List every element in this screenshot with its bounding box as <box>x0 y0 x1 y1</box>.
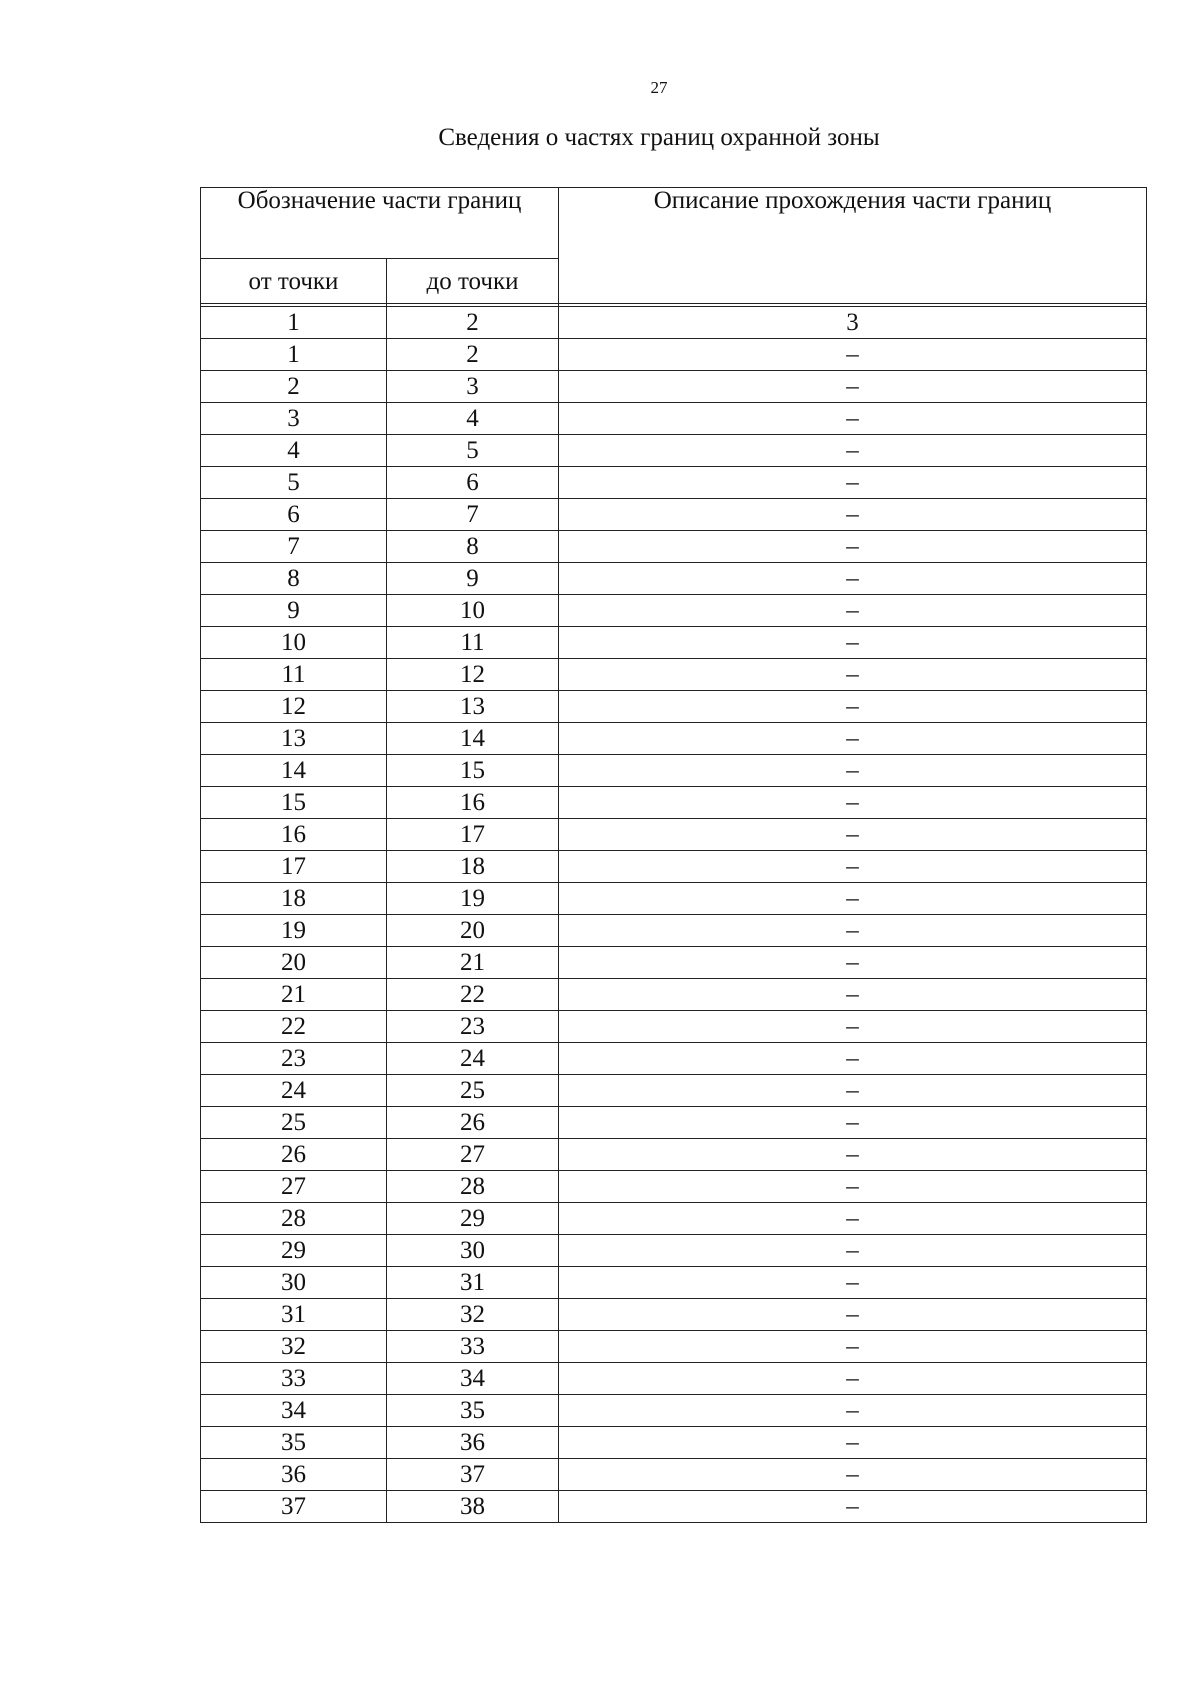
to-point-cell: 15 <box>387 755 559 787</box>
from-point-cell: 20 <box>201 947 387 979</box>
from-point-cell: 9 <box>201 595 387 627</box>
header-description: Описание прохождения части границ <box>559 188 1147 304</box>
to-point-cell: 3 <box>387 371 559 403</box>
table-row <box>201 979 1147 1011</box>
from-point-cell: 19 <box>201 915 387 947</box>
table-row <box>201 1395 1147 1427</box>
from-point-cell: 35 <box>201 1427 387 1459</box>
to-point-cell: 32 <box>387 1299 559 1331</box>
from-point-cell: 27 <box>201 1171 387 1203</box>
document-title: Сведения о частях границ охранной зоны <box>438 124 880 151</box>
description-cell: – <box>559 435 1147 467</box>
table-row <box>201 1235 1147 1267</box>
from-point-cell: 1 <box>201 339 387 371</box>
description-cell: – <box>559 339 1147 371</box>
description-cell: – <box>559 1107 1147 1139</box>
description-cell: – <box>559 1011 1147 1043</box>
description-cell: – <box>559 1235 1147 1267</box>
description-cell: – <box>559 883 1147 915</box>
to-point-cell: 6 <box>387 467 559 499</box>
table-row <box>201 1139 1147 1171</box>
description-cell: – <box>559 787 1147 819</box>
table-row <box>201 1043 1147 1075</box>
to-point-cell: 38 <box>387 1491 559 1523</box>
description-cell: – <box>559 947 1147 979</box>
to-point-cell: 13 <box>387 691 559 723</box>
to-point-cell: 25 <box>387 1075 559 1107</box>
table-row <box>201 723 1147 755</box>
table-row <box>201 1331 1147 1363</box>
table-row <box>201 627 1147 659</box>
from-point-cell: 10 <box>201 627 387 659</box>
from-point-cell: 32 <box>201 1331 387 1363</box>
from-point-cell: 2 <box>201 371 387 403</box>
from-point-cell: 5 <box>201 467 387 499</box>
table-row <box>201 1075 1147 1107</box>
table-row <box>201 883 1147 915</box>
table-row <box>201 947 1147 979</box>
table-row <box>201 659 1147 691</box>
description-cell: – <box>559 1299 1147 1331</box>
from-point-cell: 28 <box>201 1203 387 1235</box>
description-cell: – <box>559 563 1147 595</box>
column-index-2: 2 <box>387 307 559 339</box>
table-row <box>201 1459 1147 1491</box>
description-cell: – <box>559 1171 1147 1203</box>
description-cell: – <box>559 691 1147 723</box>
to-point-cell: 19 <box>387 883 559 915</box>
table-row <box>201 755 1147 787</box>
description-cell: – <box>559 1139 1147 1171</box>
description-cell: – <box>559 1075 1147 1107</box>
column-index-3: 3 <box>559 307 1147 339</box>
table-row <box>201 819 1147 851</box>
description-cell: – <box>559 403 1147 435</box>
from-point-cell: 17 <box>201 851 387 883</box>
header-from-point: от точки <box>201 259 387 304</box>
from-point-cell: 31 <box>201 1299 387 1331</box>
table-row <box>201 1011 1147 1043</box>
description-cell: – <box>559 531 1147 563</box>
description-cell: – <box>559 595 1147 627</box>
boundary-parts-table <box>200 187 1147 1523</box>
table-row <box>201 1107 1147 1139</box>
table-row <box>201 467 1147 499</box>
to-point-cell: 9 <box>387 563 559 595</box>
to-point-cell: 30 <box>387 1235 559 1267</box>
from-point-cell: 26 <box>201 1139 387 1171</box>
description-cell: – <box>559 1363 1147 1395</box>
from-point-cell: 22 <box>201 1011 387 1043</box>
table-row <box>201 1491 1147 1523</box>
description-cell: – <box>559 659 1147 691</box>
table-row <box>201 371 1147 403</box>
description-cell: – <box>559 1267 1147 1299</box>
to-point-cell: 22 <box>387 979 559 1011</box>
to-point-cell: 20 <box>387 915 559 947</box>
description-cell: – <box>559 979 1147 1011</box>
table-header <box>201 188 1147 307</box>
description-cell: – <box>559 1203 1147 1235</box>
from-point-cell: 34 <box>201 1395 387 1427</box>
table-row <box>201 1267 1147 1299</box>
from-point-cell: 8 <box>201 563 387 595</box>
to-point-cell: 31 <box>387 1267 559 1299</box>
from-point-cell: 23 <box>201 1043 387 1075</box>
to-point-cell: 29 <box>387 1203 559 1235</box>
from-point-cell: 29 <box>201 1235 387 1267</box>
from-point-cell: 12 <box>201 691 387 723</box>
description-cell: – <box>559 723 1147 755</box>
from-point-cell: 30 <box>201 1267 387 1299</box>
description-cell: – <box>559 1331 1147 1363</box>
description-cell: – <box>559 851 1147 883</box>
table-row <box>201 691 1147 723</box>
from-point-cell: 14 <box>201 755 387 787</box>
from-point-cell: 24 <box>201 1075 387 1107</box>
to-point-cell: 4 <box>387 403 559 435</box>
table-row <box>201 1299 1147 1331</box>
description-cell: – <box>559 371 1147 403</box>
to-point-cell: 11 <box>387 627 559 659</box>
description-cell: – <box>559 627 1147 659</box>
description-cell: – <box>559 1043 1147 1075</box>
to-point-cell: 33 <box>387 1331 559 1363</box>
table-row <box>201 595 1147 627</box>
from-point-cell: 6 <box>201 499 387 531</box>
description-cell: – <box>559 1427 1147 1459</box>
to-point-cell: 2 <box>387 339 559 371</box>
to-point-cell: 37 <box>387 1459 559 1491</box>
table-row <box>201 787 1147 819</box>
description-cell: – <box>559 755 1147 787</box>
from-point-cell: 4 <box>201 435 387 467</box>
column-index-row <box>201 307 1147 339</box>
to-point-cell: 24 <box>387 1043 559 1075</box>
from-point-cell: 15 <box>201 787 387 819</box>
table-row <box>201 435 1147 467</box>
table-row <box>201 403 1147 435</box>
table-row <box>201 1427 1147 1459</box>
to-point-cell: 34 <box>387 1363 559 1395</box>
description-cell: – <box>559 499 1147 531</box>
table-row <box>201 851 1147 883</box>
from-point-cell: 18 <box>201 883 387 915</box>
to-point-cell: 5 <box>387 435 559 467</box>
description-cell: – <box>559 915 1147 947</box>
page-number: 27 <box>650 78 668 97</box>
table-row <box>201 531 1147 563</box>
from-point-cell: 16 <box>201 819 387 851</box>
to-point-cell: 26 <box>387 1107 559 1139</box>
table-row <box>201 1203 1147 1235</box>
from-point-cell: 21 <box>201 979 387 1011</box>
to-point-cell: 35 <box>387 1395 559 1427</box>
to-point-cell: 21 <box>387 947 559 979</box>
to-point-cell: 18 <box>387 851 559 883</box>
from-point-cell: 33 <box>201 1363 387 1395</box>
to-point-cell: 17 <box>387 819 559 851</box>
to-point-cell: 8 <box>387 531 559 563</box>
to-point-cell: 14 <box>387 723 559 755</box>
table-row <box>201 1171 1147 1203</box>
description-cell: – <box>559 1459 1147 1491</box>
to-point-cell: 10 <box>387 595 559 627</box>
to-point-cell: 7 <box>387 499 559 531</box>
to-point-cell: 36 <box>387 1427 559 1459</box>
from-point-cell: 11 <box>201 659 387 691</box>
table-row <box>201 1363 1147 1395</box>
from-point-cell: 7 <box>201 531 387 563</box>
to-point-cell: 12 <box>387 659 559 691</box>
table-row <box>201 563 1147 595</box>
description-cell: – <box>559 1395 1147 1427</box>
header-boundary-designation: Обозначение части границ <box>201 188 559 259</box>
table-row <box>201 499 1147 531</box>
table-body <box>201 307 1147 1523</box>
from-point-cell: 13 <box>201 723 387 755</box>
from-point-cell: 25 <box>201 1107 387 1139</box>
column-index-1: 1 <box>201 307 387 339</box>
table-row <box>201 339 1147 371</box>
to-point-cell: 16 <box>387 787 559 819</box>
from-point-cell: 37 <box>201 1491 387 1523</box>
to-point-cell: 28 <box>387 1171 559 1203</box>
description-cell: – <box>559 1491 1147 1523</box>
from-point-cell: 36 <box>201 1459 387 1491</box>
description-cell: – <box>559 467 1147 499</box>
table-row <box>201 915 1147 947</box>
from-point-cell: 3 <box>201 403 387 435</box>
header-to-point: до точки <box>387 259 559 304</box>
description-cell: – <box>559 819 1147 851</box>
to-point-cell: 23 <box>387 1011 559 1043</box>
to-point-cell: 27 <box>387 1139 559 1171</box>
